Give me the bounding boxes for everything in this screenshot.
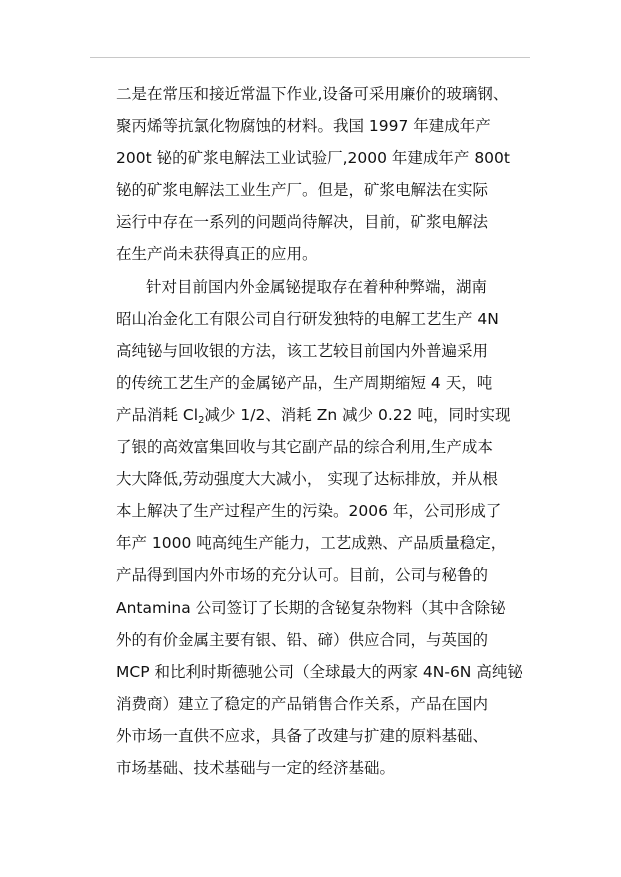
text-line: 昭山冶金化工有限公司自行研发独特的电解工艺生产 4N xyxy=(116,309,499,328)
text-line: 聚丙烯等抗氯化物腐蚀的材料。我国 1997 年建成年产 xyxy=(116,117,491,136)
text-line: 大大降低,劳动强度大大减小， 实现了达标排放，并从根 xyxy=(116,470,498,489)
text-line: 消费商）建立了稳定的产品销售合作关系，产品在国内 xyxy=(116,694,489,713)
header-rule xyxy=(90,57,530,58)
text-line: 外市场一直供不应求，具备了改建与扩建的原料基础、 xyxy=(116,726,489,745)
text-line: 铋的矿浆电解法工业生产厂。但是，矿浆电解法在实际 xyxy=(116,181,489,200)
text-line: 本上解决了生产过程产生的污染。2006 年，公司形成了 xyxy=(116,502,502,521)
body-text xyxy=(116,78,530,784)
text-line: 市场基础、技术基础与一定的经济基础。 xyxy=(116,758,396,777)
chlorine-subscript: 2 xyxy=(198,414,205,426)
text-line: 年产 1000 吨高纯生产能力，工艺成熟、产品质量稳定， xyxy=(116,534,507,553)
text-line: Antamina 公司签订了长期的含铋复杂物料（其中含除铋 xyxy=(116,598,506,617)
text-line: 二是在常压和接近常温下作业,设备可采用廉价的玻璃钢、 xyxy=(116,85,509,103)
text-line: 200t 铋的矿浆电解法工业试验厂,2000 年建成年产 800t xyxy=(116,149,510,168)
text-line: 运行中存在一系列的问题尚待解决，目前，矿浆电解法 xyxy=(116,213,489,232)
text-line: 高纯铋与回收银的方法，该工艺较目前国内外普遍采用 xyxy=(116,341,489,360)
consumption-prefix: 产品消耗 Cl xyxy=(116,405,199,424)
text-line: 的传统工艺生产的金属铋产品，生产周期缩短 4 天，吨 xyxy=(116,373,493,392)
text-line-consumption xyxy=(116,399,530,431)
text-line: 产品得到国内外市场的充分认可。目前，公司与秘鲁的 xyxy=(116,566,489,585)
paragraph-start-line: 针对目前国内外金属铋提取存在着种种弊端，湖南 xyxy=(146,277,488,296)
text-line: MCP 和比利时斯德驰公司（全球最大的两家 4N-6N 高纯铋 xyxy=(116,662,523,681)
text-line: 在生产尚未获得真正的应用。 xyxy=(116,245,318,264)
text-line: 了银的高效富集回收与其它副产品的综合利用,生产成本 xyxy=(116,438,493,457)
consumption-suffix: 减少 1/2、消耗 Zn 减少 0.22 吨，同时实现 xyxy=(204,405,511,424)
text-line: 外的有价金属主要有银、铅、碲）供应合同，与英国的 xyxy=(116,630,489,649)
